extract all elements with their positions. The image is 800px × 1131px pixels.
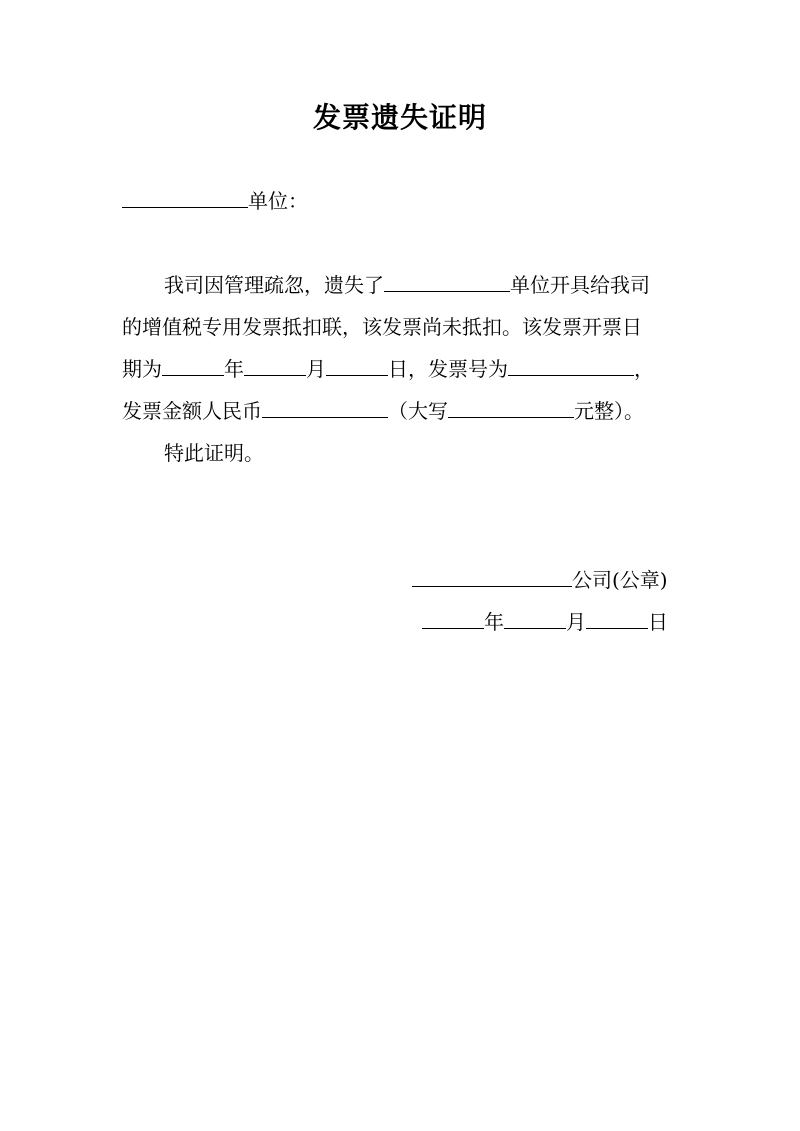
body-line-5 [164,438,264,468]
body-text-3a: 期为 [122,357,162,381]
body-line-2 [122,312,642,342]
sign-month-blank [504,608,566,629]
addressee-suffix: 单位： [248,189,308,213]
body-text-3-year: 年 [224,357,244,381]
issuer-blank [384,271,510,292]
body-line-1 [164,270,650,300]
body-text-4b: （大写 [388,399,448,423]
date-day-blank [326,355,388,376]
amount-words-blank [448,397,574,418]
addressee-line [122,186,308,216]
signature-company-line [412,565,668,595]
body-text-5: 特此证明。 [164,441,264,465]
signature-date-line [422,607,668,637]
document-title: 发票遗失证明 [312,101,487,134]
sign-day-blank [586,608,648,629]
body-text-4a: 发票金额人民币 [122,399,262,423]
body-text-2: 的增值税专用发票抵扣联，该发票尚未抵扣。该发票开票日 [122,315,642,339]
sign-month: 月 [566,610,586,634]
body-text-1a: 我司因管理疏忽，遗失了 [164,273,384,297]
company-blank [412,566,572,587]
invoice-number-blank [508,355,634,376]
sign-day: 日 [648,610,668,634]
signature-company: 公司(公章) [572,568,668,592]
date-month-blank [244,355,306,376]
body-line-4 [122,396,644,426]
date-year-blank [162,355,224,376]
amount-blank [262,397,388,418]
body-text-1b: 单位开具给我司 [510,273,650,297]
addressee-blank [122,187,248,208]
body-line-3 [122,354,654,384]
body-text-3-month: 月 [306,357,326,381]
body-text-4c: 元整）。 [574,399,644,423]
sign-year-blank [422,608,484,629]
body-text-3-day: 日，发票号为 [388,357,508,381]
body-text-3-end: ， [634,357,654,381]
sign-year: 年 [484,610,504,634]
